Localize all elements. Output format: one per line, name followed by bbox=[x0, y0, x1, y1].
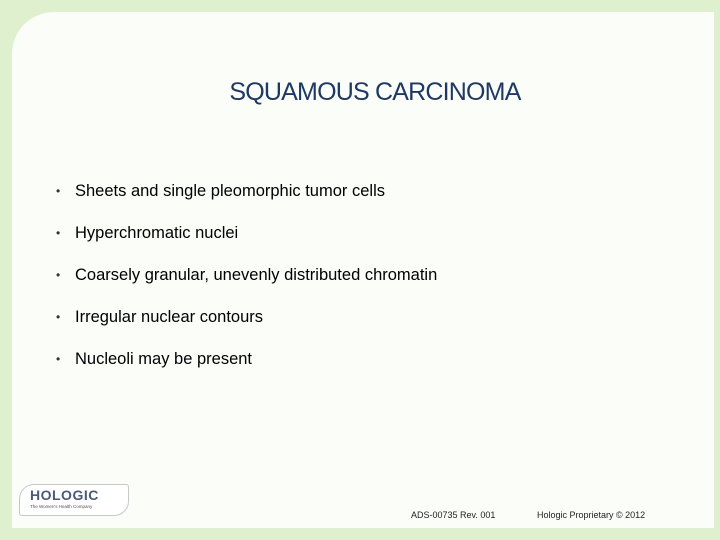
bullet-marker: • bbox=[56, 268, 61, 282]
bullet-text: Hyperchromatic nuclei bbox=[75, 223, 239, 242]
footer-proprietary: Hologic Proprietary © 2012 bbox=[537, 510, 646, 520]
logo-wordmark: HOLOGIC bbox=[30, 487, 99, 503]
bullet-item bbox=[56, 254, 437, 296]
bullet-text: Irregular nuclear contours bbox=[75, 307, 264, 326]
bullet-marker: • bbox=[56, 184, 61, 198]
slide-title: SQUAMOUS CARCINOMA bbox=[229, 78, 521, 106]
footer-doc-id: ADS-00735 Rev. 001 bbox=[411, 510, 496, 520]
bullet-text: Nucleoli may be present bbox=[75, 349, 253, 368]
bullet-item bbox=[56, 338, 437, 380]
bullet-marker: • bbox=[56, 226, 61, 240]
hologic-logo bbox=[19, 484, 129, 516]
bullet-item bbox=[56, 296, 437, 338]
bullet-item bbox=[56, 212, 437, 254]
bullet-marker: • bbox=[56, 310, 61, 324]
logo-tagline: The Women's Health Company bbox=[30, 504, 93, 509]
bullet-item bbox=[56, 170, 437, 212]
bullet-marker: • bbox=[56, 352, 61, 366]
bullet-text: Sheets and single pleomorphic tumor cells bbox=[75, 181, 385, 200]
bullet-text: Coarsely granular, unevenly distributed chromatin bbox=[75, 265, 438, 284]
bullet-list bbox=[56, 170, 437, 380]
